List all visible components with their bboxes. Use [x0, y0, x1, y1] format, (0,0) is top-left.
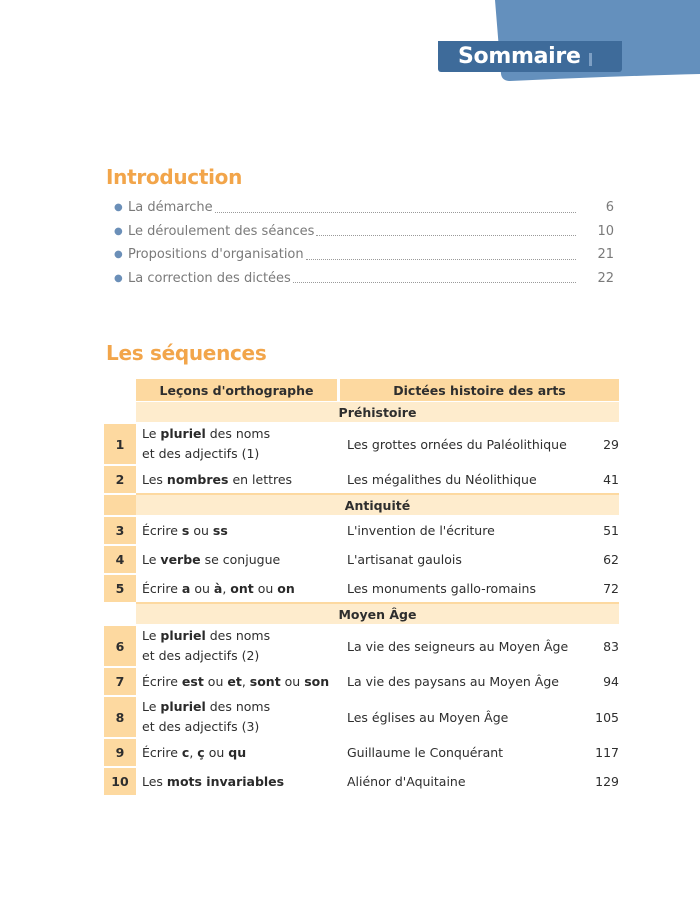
- lesson-title: Le pluriel des noms et des adjectifs (3): [136, 695, 340, 737]
- section-row: [104, 401, 619, 422]
- sequence-number: 9: [104, 737, 136, 766]
- bullet-icon: ●: [114, 249, 123, 261]
- section-num-cell: [104, 602, 136, 624]
- section-num-cell: [104, 493, 136, 515]
- dictee-title: Les mégalithes du Néolithique: [340, 464, 577, 493]
- dot-leader: [293, 282, 576, 283]
- page-number: 129: [577, 766, 619, 795]
- dictee-title: Les grottes ornées du Paléolithique: [340, 422, 577, 464]
- page-number: 105: [577, 695, 619, 737]
- intro-item-label: La correction des dictées: [128, 270, 291, 286]
- table-header-row: [104, 379, 619, 401]
- column-header-lessons: Leçons d'orthographe: [136, 379, 340, 401]
- intro-item-page: 22: [597, 270, 614, 286]
- table-row[interactable]: [104, 666, 619, 695]
- page-number: 117: [577, 737, 619, 766]
- dot-leader: [316, 235, 576, 236]
- introduction-heading: Introduction: [106, 165, 243, 189]
- dictee-title: L'invention de l'écriture: [340, 515, 577, 544]
- lesson-title: Écrire a ou à, ont ou on: [136, 573, 340, 602]
- table-row[interactable]: [104, 695, 619, 737]
- sequences-table: [104, 379, 619, 795]
- section-label: Antiquité: [136, 493, 619, 515]
- dictee-title: Les monuments gallo-romains: [340, 573, 577, 602]
- page-title: Sommaire: [458, 44, 581, 69]
- table-row[interactable]: [104, 737, 619, 766]
- dictee-title: Les églises au Moyen Âge: [340, 695, 577, 737]
- dictee-title: La vie des seigneurs au Moyen Âge: [340, 624, 577, 666]
- dot-leader: [215, 212, 576, 213]
- lesson-title: Le pluriel des noms et des adjectifs (2): [136, 624, 340, 666]
- section-label: Moyen Âge: [136, 602, 619, 624]
- page-number: 62: [577, 544, 619, 573]
- intro-item-page: 21: [597, 247, 614, 263]
- sequence-number: 3: [104, 515, 136, 544]
- column-header-dictees: Dictées histoire des arts: [340, 379, 619, 401]
- bullet-icon: ●: [114, 272, 123, 284]
- sequence-number: 2: [104, 464, 136, 493]
- table-row[interactable]: [104, 464, 619, 493]
- table-row[interactable]: [104, 544, 619, 573]
- dictee-title: La vie des paysans au Moyen Âge: [340, 666, 577, 695]
- bullet-icon: ●: [114, 225, 123, 237]
- intro-item-label: Propositions d'organisation: [128, 247, 304, 263]
- sequence-number: 4: [104, 544, 136, 573]
- page-number: 41: [577, 464, 619, 493]
- intro-item-label: La démarche: [128, 200, 213, 216]
- intro-item-page: 10: [597, 223, 614, 239]
- dictee-title: Aliénor d'Aquitaine: [340, 766, 577, 795]
- section-row: [104, 602, 619, 624]
- header-num-blank: [104, 379, 136, 401]
- page-number: 51: [577, 515, 619, 544]
- intro-item-label: Le déroulement des séances: [128, 223, 315, 239]
- sequence-number: 6: [104, 624, 136, 666]
- table-row[interactable]: [104, 515, 619, 544]
- sequence-number: 10: [104, 766, 136, 795]
- sequence-number: 5: [104, 573, 136, 602]
- table-row[interactable]: [104, 573, 619, 602]
- dot-leader: [306, 259, 576, 260]
- table-row[interactable]: [104, 422, 619, 464]
- section-num-cell: [104, 401, 136, 422]
- section-label: Préhistoire: [136, 401, 619, 422]
- table-row[interactable]: [104, 624, 619, 666]
- page-title-banner: [438, 41, 622, 72]
- page-number: 29: [577, 422, 619, 464]
- page-number: 94: [577, 666, 619, 695]
- intro-item[interactable]: [114, 220, 614, 244]
- page-number: 83: [577, 624, 619, 666]
- lesson-title: Le pluriel des noms et des adjectifs (1): [136, 422, 340, 464]
- title-bar-decoration: [589, 53, 592, 66]
- lesson-title: Écrire est ou et, sont ou son: [136, 666, 340, 695]
- lesson-title: Les mots invariables: [136, 766, 340, 795]
- introduction-list: [114, 196, 614, 290]
- sequence-number: 7: [104, 666, 136, 695]
- dictee-title: Guillaume le Conquérant: [340, 737, 577, 766]
- intro-item[interactable]: [114, 267, 614, 291]
- lesson-title: Le verbe se conjugue: [136, 544, 340, 573]
- lesson-title: Les nombres en lettres: [136, 464, 340, 493]
- lesson-title: Écrire c, ç ou qu: [136, 737, 340, 766]
- sequences-heading: Les séquences: [106, 341, 267, 365]
- bullet-icon: ●: [114, 202, 123, 214]
- lesson-title: Écrire s ou ss: [136, 515, 340, 544]
- page-number: 72: [577, 573, 619, 602]
- sequence-number: 8: [104, 695, 136, 737]
- table-row[interactable]: [104, 766, 619, 795]
- dictee-title: L'artisanat gaulois: [340, 544, 577, 573]
- section-row: [104, 493, 619, 515]
- intro-item[interactable]: [114, 196, 614, 220]
- intro-item[interactable]: [114, 243, 614, 267]
- sequence-number: 1: [104, 422, 136, 464]
- intro-item-page: 6: [605, 200, 614, 216]
